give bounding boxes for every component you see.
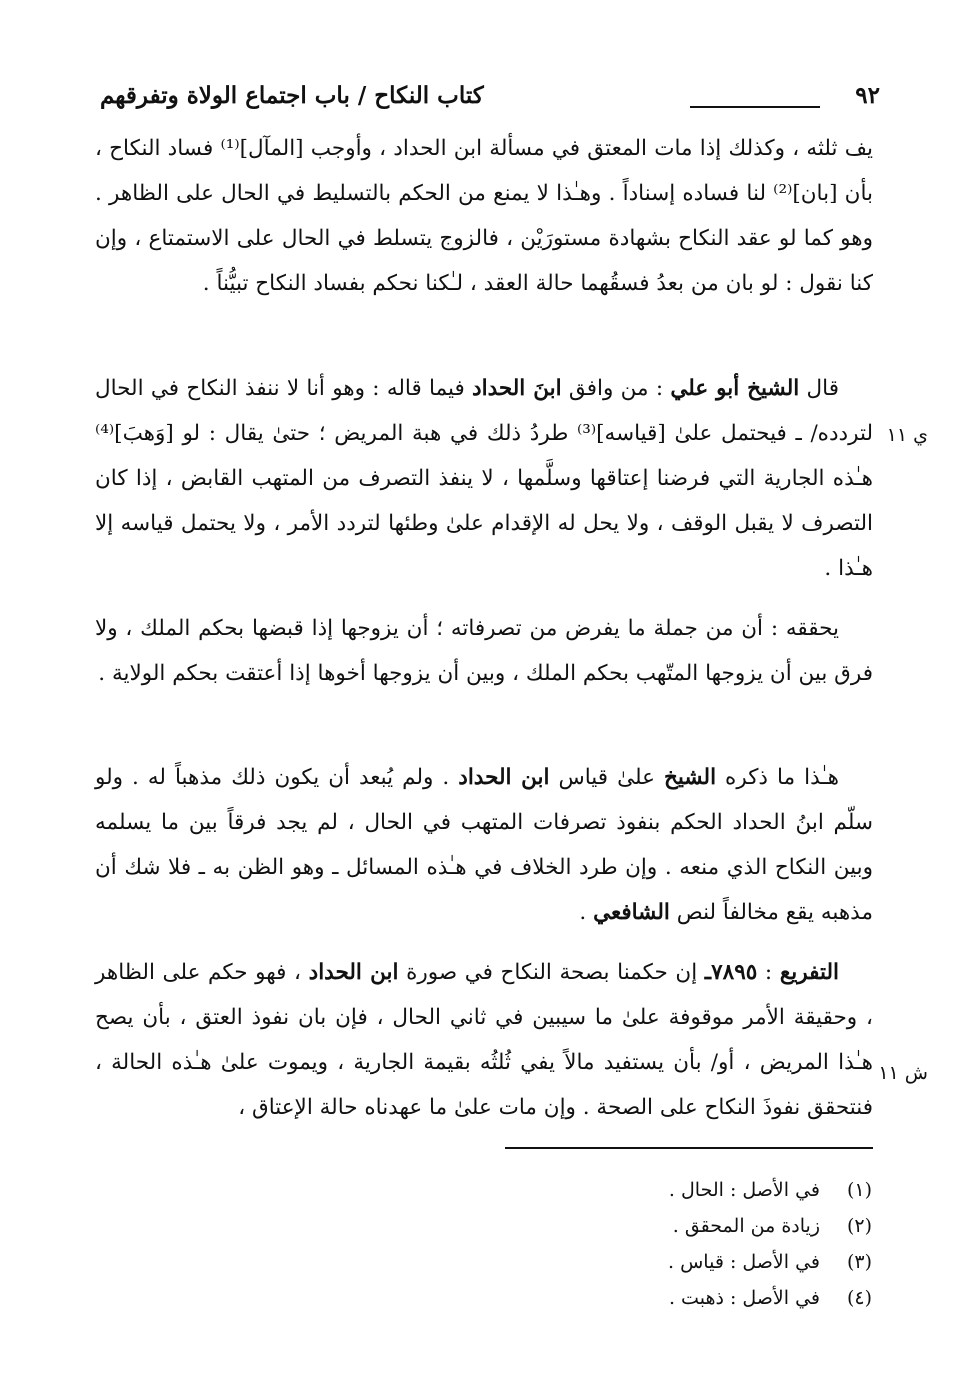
footnote (500, 1244, 872, 1280)
footnote-text: زيادة من المحقق . (672, 1215, 820, 1237)
text-run: . (579, 900, 594, 925)
footnote-number: (١) (846, 1179, 872, 1201)
footnote-text: في الأصل : قياس . (668, 1251, 820, 1273)
paragraph-2 (95, 366, 873, 591)
margin-mark-2: ش ١١ (878, 1062, 928, 1084)
section-heading-tafri: التفريع (779, 960, 839, 985)
text-run: . ولم يُبعد أن يكون ذلك مذهباً له . ولو سلّم ابنُ الحداد الحكم بنفوذ تصرفات المتهب في الحال ، لم يجد فرقاً بين ما يسلمه وبين النكاح الذي منعه . وإن طرد الخلاف في هـٰذه المسائل ـ وهو الظن به ـ فلا شك أن مذهبه يقع مخالفاً لنص (95, 765, 873, 925)
name-ibn-al-haddad: ابنَ الحداد (472, 376, 562, 401)
footnotes (500, 1172, 872, 1316)
footnote-number: (٣) (846, 1251, 872, 1273)
text-run: هـٰذا ما ذكره (716, 765, 839, 790)
header-rule (690, 106, 820, 108)
text-run: قال (799, 376, 839, 401)
footnote-separator (505, 1147, 873, 1149)
footnote (500, 1172, 872, 1208)
paragraph-3 (95, 606, 873, 696)
text-run: : من وافق (561, 376, 671, 401)
running-title: كتاب النكاح / باب اجتماع الولاة وتفرقهم (100, 82, 484, 109)
page-number: ٩٢ (855, 82, 880, 109)
text-run: : (757, 960, 780, 985)
margin-mark-1: ي ١١ (886, 424, 928, 446)
text-run: فيما قاله : وهو أنا لا ننفذ النكاح في الحال لتردده/ ـ فيحتمل علىٰ [قياسه]⁽³⁾ طردُ ذلك في هبة المريض ؛ حتىٰ يقال : لو [وَهبَ]⁽⁴⁾ هـٰذه الجارية التي فرضنا إعتاقها وسلَّمها ، لا ينفذ التصرف من المتهب القابض ، إذا كان التصرف لا يقبل الوقف ، ولا يحل له الإقدام علىٰ وطئها لتردد الأمر ، ولا يحتمل قياسه إلا هـٰذا . (95, 376, 874, 581)
footnote-text: في الأصل : ذهبت . (668, 1287, 820, 1309)
text-run: علىٰ قياس (549, 765, 664, 790)
footnote-text: في الأصل : الحال . (668, 1179, 820, 1201)
paragraph-5 (95, 950, 873, 1130)
running-header (100, 78, 880, 118)
paragraph-3-text: يحققه : أن من جملة ما يفرض من تصرفاته ؛ أن يزوجها إذا قبضها بحكم الملك ، ولا فرق بين أن يزوجها المتّهب بحكم الملك ، وبين أن يزوجها أخوها إذا أعتقت بحكم الولاية . (95, 616, 873, 686)
text-run: ، فهو حكم على الظاهر ، وحقيقة الأمر موقوفة علىٰ ما سيبين في ثاني الحال ، فإن بان نفوذ العتق ، بأن يصح هـٰذا المريض ، أو/ بأن يستفيد مالاً يفي ثُلثُه بقيمة الجارية ، ويموت علىٰ هـٰذه الحالة ، فنتحقق نفوذَ النكاح على الصحة . وإن مات علىٰ ما عهدناه حالة الإعتاق ، (95, 960, 873, 1120)
footnote-number: (٢) (846, 1215, 872, 1237)
name-sheikh: الشيخ (663, 765, 717, 790)
footnote (500, 1280, 872, 1316)
name-ibn-al-haddad: ابن الحداد (458, 765, 550, 790)
name-al-shafii: الشافعي (593, 900, 670, 925)
name-sheikh-abu-ali: الشيخ أبو علي (670, 376, 800, 401)
text-run: إن حكمنا بصحة النكاح في صورة (398, 960, 705, 985)
paragraph-1 (95, 126, 873, 306)
paragraph-4 (95, 755, 873, 935)
footnote (500, 1208, 872, 1244)
name-ibn-al-haddad: ابن الحداد (308, 960, 399, 985)
issue-number: ٧٨٩٥ـ (704, 960, 758, 985)
paragraph-1-text: يف ثلثه ، وكذلك إذا مات المعتق في مسألة ابن الحداد ، وأوجب [المآل]⁽¹⁾ فساد النكاح ، بأن [بان]⁽²⁾ لنا فساده إسناداً . وهـٰذا لا يمنع من الحكم بالتسليط في الحال على الظاهر . وهو كما لو عقد النكاح بشهادة مستورَيْن ، فالزوج يتسلط في الحال على الاستمتاع ، وإن كنا نقول : لو بان من بعدُ فسقُهما حالة العقد ، لـٰكنا نحكم بفساد النكاح تبيُّناً . (95, 136, 873, 296)
footnote-number: (٤) (846, 1287, 872, 1309)
